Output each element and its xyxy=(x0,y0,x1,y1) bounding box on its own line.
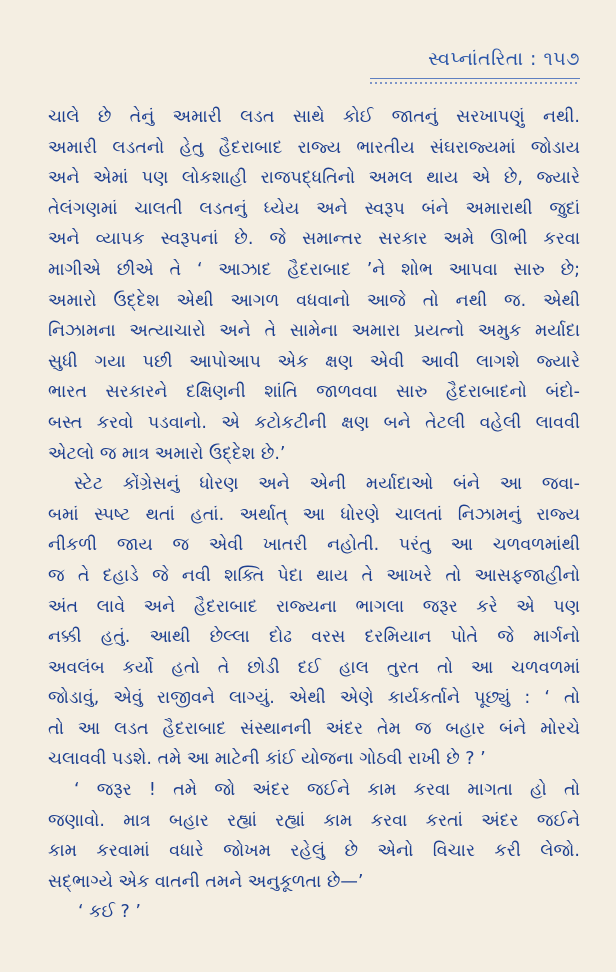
running-head: સ્વપ્નાંતરિતા : ૧૫૭ xyxy=(428,48,580,70)
text-line: ‘ કઈ ? ’ xyxy=(78,902,141,923)
text-line: અને એમાં પણ લોકશાહી રાજપદ્ધતિનો અમલ થાય એ છે, જ્યારે xyxy=(48,168,580,189)
text-line: તો આ લડત હૈદરાબાદ સંસ્થાનની અંદર તેમ જ બહાર બંને મોરચે xyxy=(48,718,580,739)
header-ornament-rule xyxy=(370,78,580,85)
paragraph-1 xyxy=(48,102,580,469)
text-line: તેલંગણમાં ચાલતી લડતનું ધ્યેય અને સ્વરૂપ બંને અમારાથી જુદાં xyxy=(48,198,580,219)
text-line: નિઝામના અત્યાચારો અને તે સામેના અમારા પ્રયત્નો અમુક મર્યાદા xyxy=(48,321,580,342)
text-line: નક્કી હતું. આથી છેલ્લા દોઢ વરસ દરમિયાન પોતે જે માર્ગનો xyxy=(48,627,580,648)
text-line: અને વ્યાપક સ્વરૂપનાં છે. જે સમાન્તર સરકાર અમે ઊભી કરવા xyxy=(48,229,580,250)
text-line: અંત લાવે અને હૈદરાબાદ રાજ્યના ભાગલા જરૂર કરે એ પણ xyxy=(48,596,580,617)
text-line: જોડાવું, એવું રાજીવને લાગ્યું. એથી એણે કાર્યકર્તાને પૂછ્યું : ‘ તો xyxy=(48,688,580,709)
text-line: સુધી ગયા પછી આપોઆપ એક ક્ષણ એવી આવી લાગશે જ્યારે xyxy=(48,351,580,372)
text-line: બસ્ત કરવો પડવાનો. એ કટોકટીની ક્ષણ બને તેટલી વહેલી લાવવી xyxy=(48,412,580,433)
text-line: જણાવો. માત્ર બહાર રહ્યાં રહ્યાં કામ કરવા કરતાં અંદર જઈને xyxy=(48,810,580,831)
text-line: ‘ જરૂર ! તમે જો અંદર જઈને કામ કરવા માગતા હો તો xyxy=(74,780,580,801)
paragraph-3 xyxy=(48,775,580,897)
text-line: બમાં સ્પષ્ટ થતાં હતાં. અર્થાત્ આ ધોરણે ચાલતાં નિઝામનું રાજ્ય xyxy=(48,504,580,525)
text-line: માગીએ છીએ તે ‘ આઝાદ હૈદરાબાદ ’ને શોભ આપવા સારુ છે; xyxy=(48,259,580,280)
text-line: સ્ટેટ કોંગ્રેસનું ધોરણ અને એની મર્યાદાઓ બંને આ જવા- xyxy=(74,474,580,495)
text-line: એટલો જ માત્ર અમારો ઉદ્દેશ છે.’ xyxy=(48,443,286,464)
text-line: જ તે દહાડે જે નવી શક્તિ પેદા થાય તે આખરે તો આસફજાહીનો xyxy=(48,565,580,586)
paragraph-4 xyxy=(48,897,580,928)
text-line: અમારો ઉદ્દેશ એથી આગળ વધવાનો આજે તો નથી જ. એથી xyxy=(48,290,580,311)
text-line: નીકળી જાય જ એવી ખાતરી નહોતી. પરંતુ આ ચળવળમાંથી xyxy=(48,535,580,556)
text-line: કામ કરવામાં વધારે જોખમ રહેલું છે એનો વિચાર કરી લેજો. xyxy=(48,841,580,862)
text-line: સદ્ભાગ્યે એક વાતની તમને અનુકૂળતા છે—’ xyxy=(48,871,364,892)
text-line: ભારત સરકારને દક્ષિણની શાંતિ જાળવવા સારુ હૈદરાબાદનો બંદો- xyxy=(48,382,580,403)
paragraph-2 xyxy=(48,469,580,775)
body-text xyxy=(48,102,580,928)
text-line: ચાલે છે તેનું અમારી લડત સાથે કોઈ જાતનું સરખાપણું નથી. xyxy=(48,107,580,127)
text-line: ચલાવવી પડશે. તમે આ માટેની કાંઈ યોજના ગોઠવી રાખી છે ? ’ xyxy=(48,749,486,770)
text-line: અમારી લડતનો હેતુ હૈદરાબાદ રાજ્ય ભારતીય સંઘરાજ્યમાં જોડાય xyxy=(48,137,580,158)
text-line: અવલંબ કર્યો હતો તે છોડી દઈ હાલ તુરત તો આ ચળવળમાં xyxy=(48,657,580,678)
